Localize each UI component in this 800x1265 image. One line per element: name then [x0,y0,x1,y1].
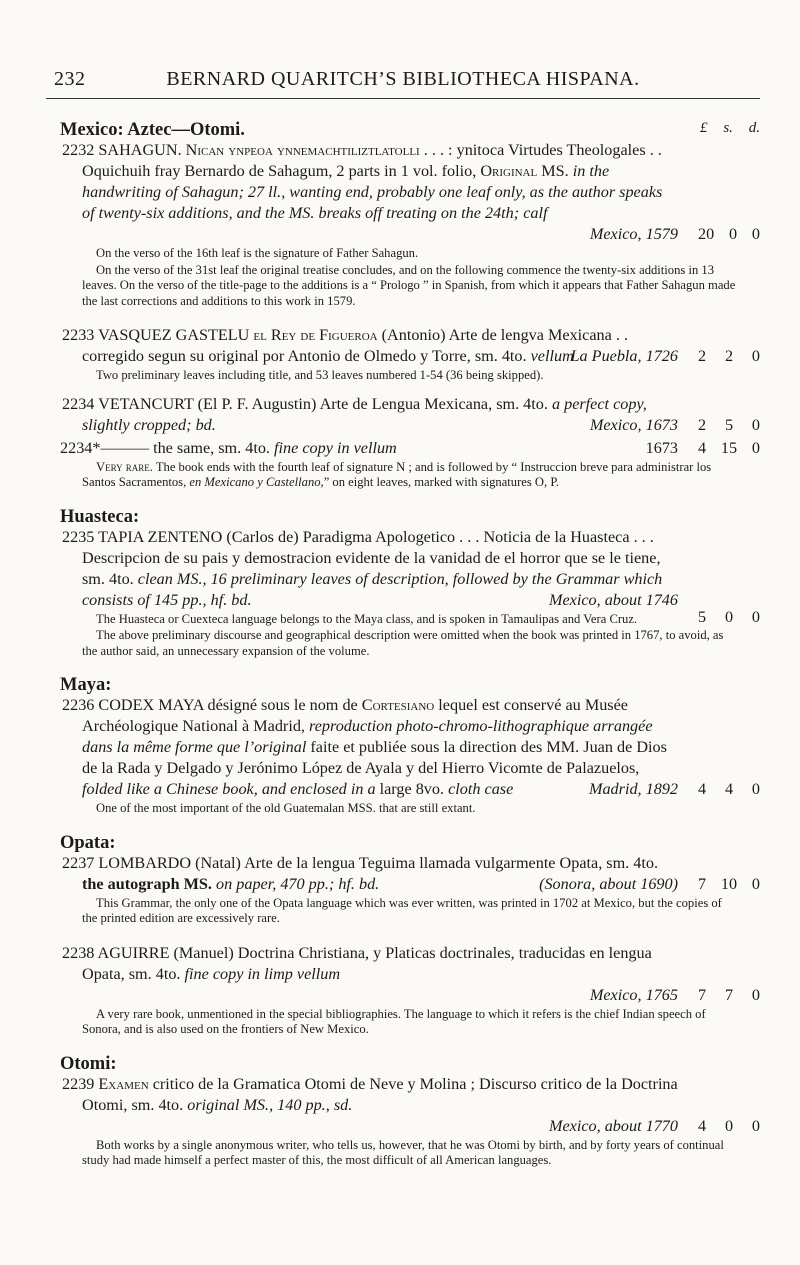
entry-note [60,460,760,491]
price-pounds: 2 [698,347,707,365]
price-shillings: 10 [720,874,738,893]
entry-text: Examen [98,1074,149,1093]
entry-text: 2234*——— the same, sm. 4to. [60,438,275,457]
currency-pence: d. [748,120,760,136]
imprint: 1673 [645,438,678,457]
price-pence: 0 [751,780,760,798]
catalogue-entry-2236 [60,695,760,800]
entry-text: 2236 CODEX MAYA désigné sous le nom de [62,696,362,714]
entry-note: On the verso of the 31st leaf the original treatise concludes, and on the following commence the twenty-six additions in 13 leaves. On the verso of the title-page to the additions is a “ Prologo ” in Spanish, from which it appears that Father Sahagun made the last corrections and additions to this work in 1579. [82,262,736,308]
entry-note: The above preliminary discourse and geographical description were omitted when the book was printed in 1767, to avoid, as the author said, an unnecessary expansion of the volume. [82,628,724,658]
entry-note: Two preliminary leaves including title, and 53 leaves numbered 1-54 (36 being skipped). [96,368,544,382]
imprint: Mexico, 1765 [589,985,678,1004]
entry-text: faite et publiée sous la direction des MM. Juan de Dios de la Rada y Delgado y Jerónimo López de Ayala y del Hierro Vicomte de Palazuelos, [82,738,667,777]
price-pounds: 2 [698,415,707,434]
currency-columns [700,120,760,137]
catalogue-content [60,120,760,1169]
price [698,438,760,459]
entry-text: critico de la Gramatica Otomi de Neve y Molina ; Discurso critico de la Doctrina Otomi, sm. 4to. [82,1074,678,1114]
price-pence: 0 [751,347,760,365]
catalogue-entry-2233 [60,325,760,367]
entry-description: vellum [530,347,574,365]
entry-description: clean MS., 16 preliminary leaves of description, followed by the Grammar which consists of 145 pp., hf. bd. [82,569,663,609]
note-text: en Mexicano y Castellano, [189,475,324,489]
entry-note: A very rare book, unmentioned in the special bibliographies. The language to which it refers is the chief Indian speech of Sonora, and is also used on the frontiers of New Mexico. [82,1006,706,1036]
page-number: 232 [54,68,86,90]
catalogue-entry-2235 [60,527,760,611]
entry-description: original MS., 140 pp., sd. [187,1095,353,1114]
entry-description: cloth case [448,780,514,798]
running-header [46,68,760,98]
price-pounds: 5 [698,607,707,626]
section-mexico [60,120,760,140]
section-heading: Mexico: Aztec—Otomi. [60,120,245,140]
price-pounds: 4 [698,1116,707,1135]
entry-text: MS. [537,162,573,180]
section-heading: Maya: [60,675,112,695]
price [698,608,760,627]
entry-text: 2239 [62,1074,99,1093]
page-title: BERNARD QUARITCH’S BIBLIOTHECA HISPANA. [166,68,640,90]
imprint: (Sonora, about 1690) [539,874,678,893]
note-text: Very rare. [96,459,153,474]
entry-text: 2238 AGUIRRE (Manuel) Doctrina Christiana, y Platicas doctrinales, traducidas en lengua Opata, sm. 4to. [62,943,652,983]
imprint: Mexico, 1579 [589,225,678,243]
entry-text: el Rey de Figueroa [253,326,378,344]
entry-note: This Grammar, the only one of the Opata language which was ever written, was printed in 1702 at Mexico, but the copies of the printed edition are excessively rare. [82,895,722,925]
entry-text: 2234 VETANCURT (El P. F. Augustin) Arte de Lengua Mexicana, sm. 4to. [62,394,552,413]
price-pounds: 4 [698,780,707,798]
entry-description: fine copy in vellum [274,438,397,457]
document-page [46,68,760,1167]
price-shillings: 0 [724,607,734,626]
entry-description: folded like a Chinese book, and enclosed in a [82,780,376,798]
entry-note: The Huasteca or Cuexteca language belongs to the Maya class, and is spoken in Tamaulipas and Vera Cruz. [96,611,638,626]
entry-description: fine copy in limp vellum [184,964,341,983]
entry-text: the autograph MS. [82,874,212,893]
price [698,346,760,367]
entry-text: ynitoca Virtudes Theologales . . Oquichuih fray Bernardo de Sahagum, 2 parts in 1 vol. folio, [82,141,662,180]
header-rule [46,98,760,99]
section-heading: Huasteca: [60,506,140,527]
entry-text: Original [480,162,538,180]
entry-text: 2233 VASQUEZ GASTELU [62,326,254,344]
entry-text: Nican ynpeoa ynnemachtiliztlatolli . . . : [185,141,453,159]
price-pence: 0 [751,874,760,893]
entry-text: 2235 TAPIA ZENTENO (Carlos de) Paradigma Apologetico . . . Noticia de la Huasteca . . . Descripcion de su pais y demostracion evidente de la vanidad de el horror que se le tiene, sm. 4to. [62,527,661,588]
price-shillings: 0 [724,1116,734,1135]
price [698,415,760,436]
imprint: Mexico, 1673 [589,415,678,434]
section-heading: Otomi: [60,1053,117,1074]
currency-shillings: s. [723,120,733,136]
catalogue-entry-2239 [60,1074,760,1137]
entry-text: 2237 LOMBARDO (Natal) Arte de la lengua Teguima llamada vulgarmente Opata, sm. 4to. [62,853,659,872]
price [698,1116,760,1137]
price-pounds: 4 [698,438,707,457]
price [698,874,760,895]
entry-description: a perfect copy, slightly cropped; bd. [82,394,647,434]
price-pounds: 7 [698,874,707,893]
currency-pounds: £ [700,120,708,136]
price-shillings: 7 [724,985,734,1004]
catalogue-entry-2238 [60,943,760,1006]
imprint: Mexico, about 1746 [548,590,678,609]
price-pence: 0 [751,438,760,457]
catalogue-entry-2234 [60,394,760,436]
price-pence: 0 [751,607,760,626]
note-text: ” on eight leaves, marked with signatures O, P. [323,475,560,489]
price-pounds: 7 [698,985,707,1004]
catalogue-entry-2232 [60,140,760,245]
entry-note: One of the most important of the old Guatemalan MSS. that are still extant. [96,801,476,815]
section-heading: Opata: [60,832,116,853]
catalogue-entry-2237 [60,853,760,895]
price-pounds: 20 [698,225,715,243]
entry-text: (Antonio) Arte de lengva Mexicana . . corregido segun su original por Antonio de Olmedo y Torre, sm. 4to. [82,326,629,365]
imprint: Madrid, 1892 [588,780,678,798]
price-shillings: 2 [724,347,734,365]
price-pence: 0 [751,415,760,434]
imprint: Mexico, about 1770 [548,1116,678,1135]
entry-text: Cortesiano [361,696,435,714]
price-pence: 0 [751,985,760,1004]
price [698,779,760,800]
note-text: The book ends with the fourth leaf of signature N ; and is followed by “ Instruccion breve para administrar los Santos Sacramentos, [82,459,712,489]
price-shillings: 4 [724,780,734,798]
price-shillings: 5 [724,415,734,434]
entry-text: large 8vo. [375,780,449,798]
entry-note: On the verso of the 16th leaf is the signature of Father Sahagun. [96,246,419,260]
price-shillings: 0 [729,225,738,243]
price-pence: 0 [751,225,760,243]
imprint: La Puebla, 1726 [570,347,678,365]
price [698,985,760,1006]
catalogue-entry-2234a [60,438,760,459]
entry-description: reproduction photo-chromo-lithographique arrangée dans la même forme que l’original [82,717,653,756]
price-pence: 0 [751,1116,760,1135]
entry-description: on paper, 470 pp.; hf. bd. [211,874,380,893]
entry-text: lequel est conservé au Musée Archéologique National à Madrid, [82,696,628,735]
price-shillings: 15 [720,438,738,457]
entry-text: 2232 SAHAGUN. [62,141,186,159]
price [698,224,760,245]
entry-description: in the handwriting of Sahagun; 27 ll., wanting end, probably one leaf only, as the author speaks of twenty-six additions, and the MS. breaks off treating on the 24th; calf [82,162,663,222]
entry-note: Both works by a single anonymous writer, who tells us, however, that he was Otomi by birth, and by forty years of continual study had made himself a perfect master of this, the most difficult of all American languages. [82,1137,724,1167]
